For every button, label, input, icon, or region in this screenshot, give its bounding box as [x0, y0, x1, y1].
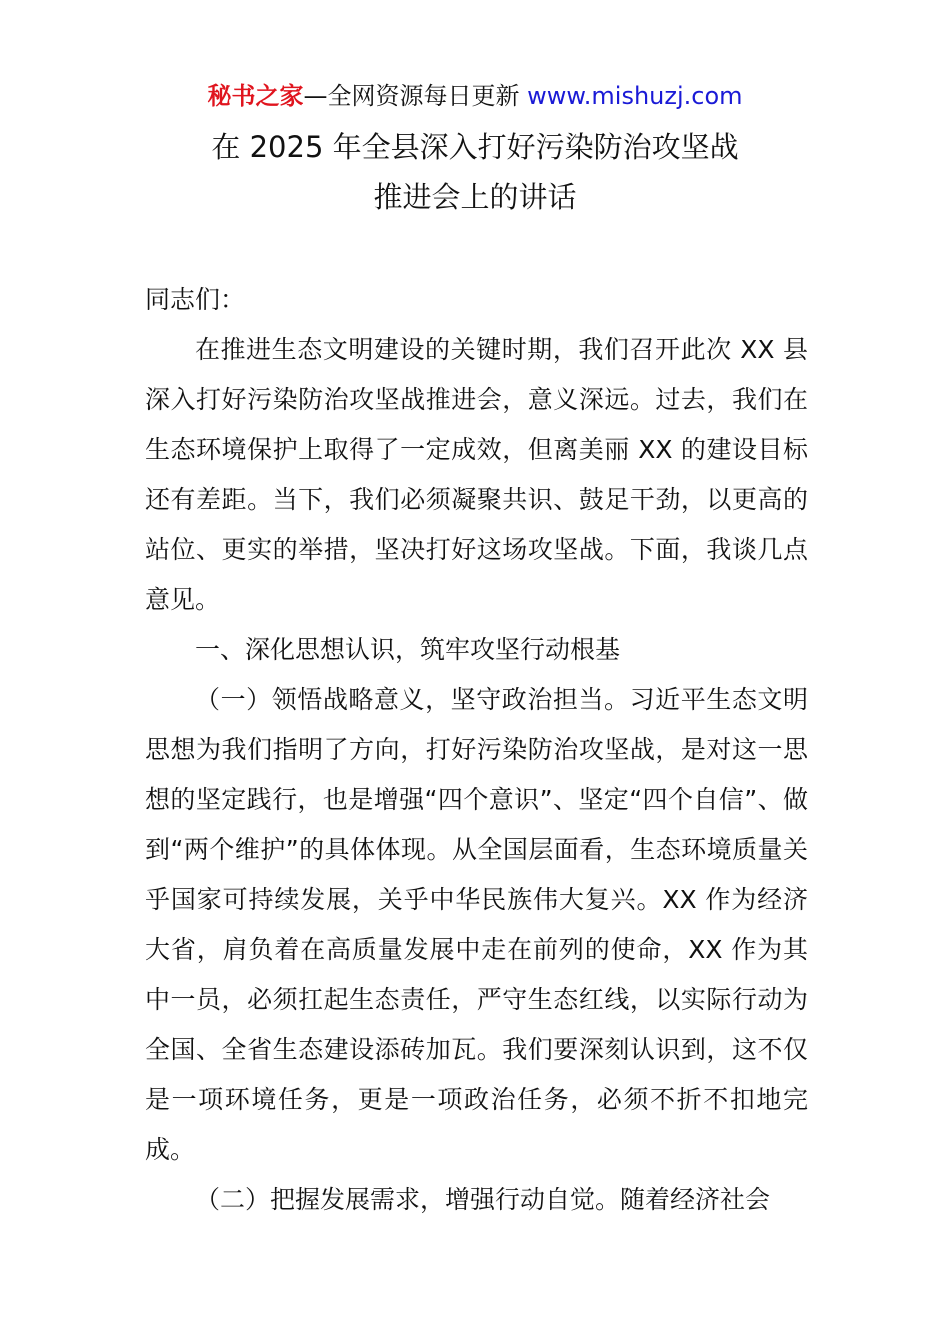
- salutation: 同志们：: [145, 285, 246, 314]
- brand-name: 秘书之家: [207, 82, 304, 110]
- speech-body: [145, 275, 808, 1225]
- site-banner: [0, 80, 950, 112]
- document-title-line-1: 在 2025 年全县深入打好污染防治攻坚战: [211, 130, 739, 164]
- subsection-paragraph-1: （一）领悟战略意义，坚守政治担当。习近平生态文明思想为我们指明了方向，打好污染防治攻坚战，是对这一思想的坚定践行，也是增强“四个意识”、坚定“四个自信”、做到“两个维护”的具体体现。从全国层面看，生态环境质量关乎国家可持续发展，关乎中华民族伟大复兴。XX 作为经济大省，肩负着在高质量发展中走在前列的使命，XX 作为其中一员，必须扛起生态责任，严守生态红线，以实际行动为全国、全省生态建设添砖加瓦。我们要深刻认识到，这不仅是一项环境任务，更是一项政治任务，必须不折不扣地完成。: [145, 685, 808, 1164]
- subsection-paragraph-2: （二）把握发展需求，增强行动自觉。随着经济社会: [195, 1185, 771, 1214]
- document-title-line-2: 推进会上的讲话: [373, 180, 577, 214]
- banner-tagline: —全网资源每日更新: [303, 82, 528, 110]
- site-url-link[interactable]: www.mishuzj.com: [527, 82, 743, 110]
- intro-paragraph: 在推进生态文明建设的关键时期，我们召开此次 XX 县深入打好污染防治攻坚战推进会，意义深远。过去，我们在生态环境保护上取得了一定成效，但离美丽 XX 的建设目标还有差距。当下，我们必须凝聚共识、鼓足干劲，以更高的站位、更实的举措，坚决打好这场攻坚战。下面，我谈几点意见。: [145, 335, 808, 614]
- section-heading-1: 一、深化思想认识，筑牢攻坚行动根基: [195, 635, 621, 664]
